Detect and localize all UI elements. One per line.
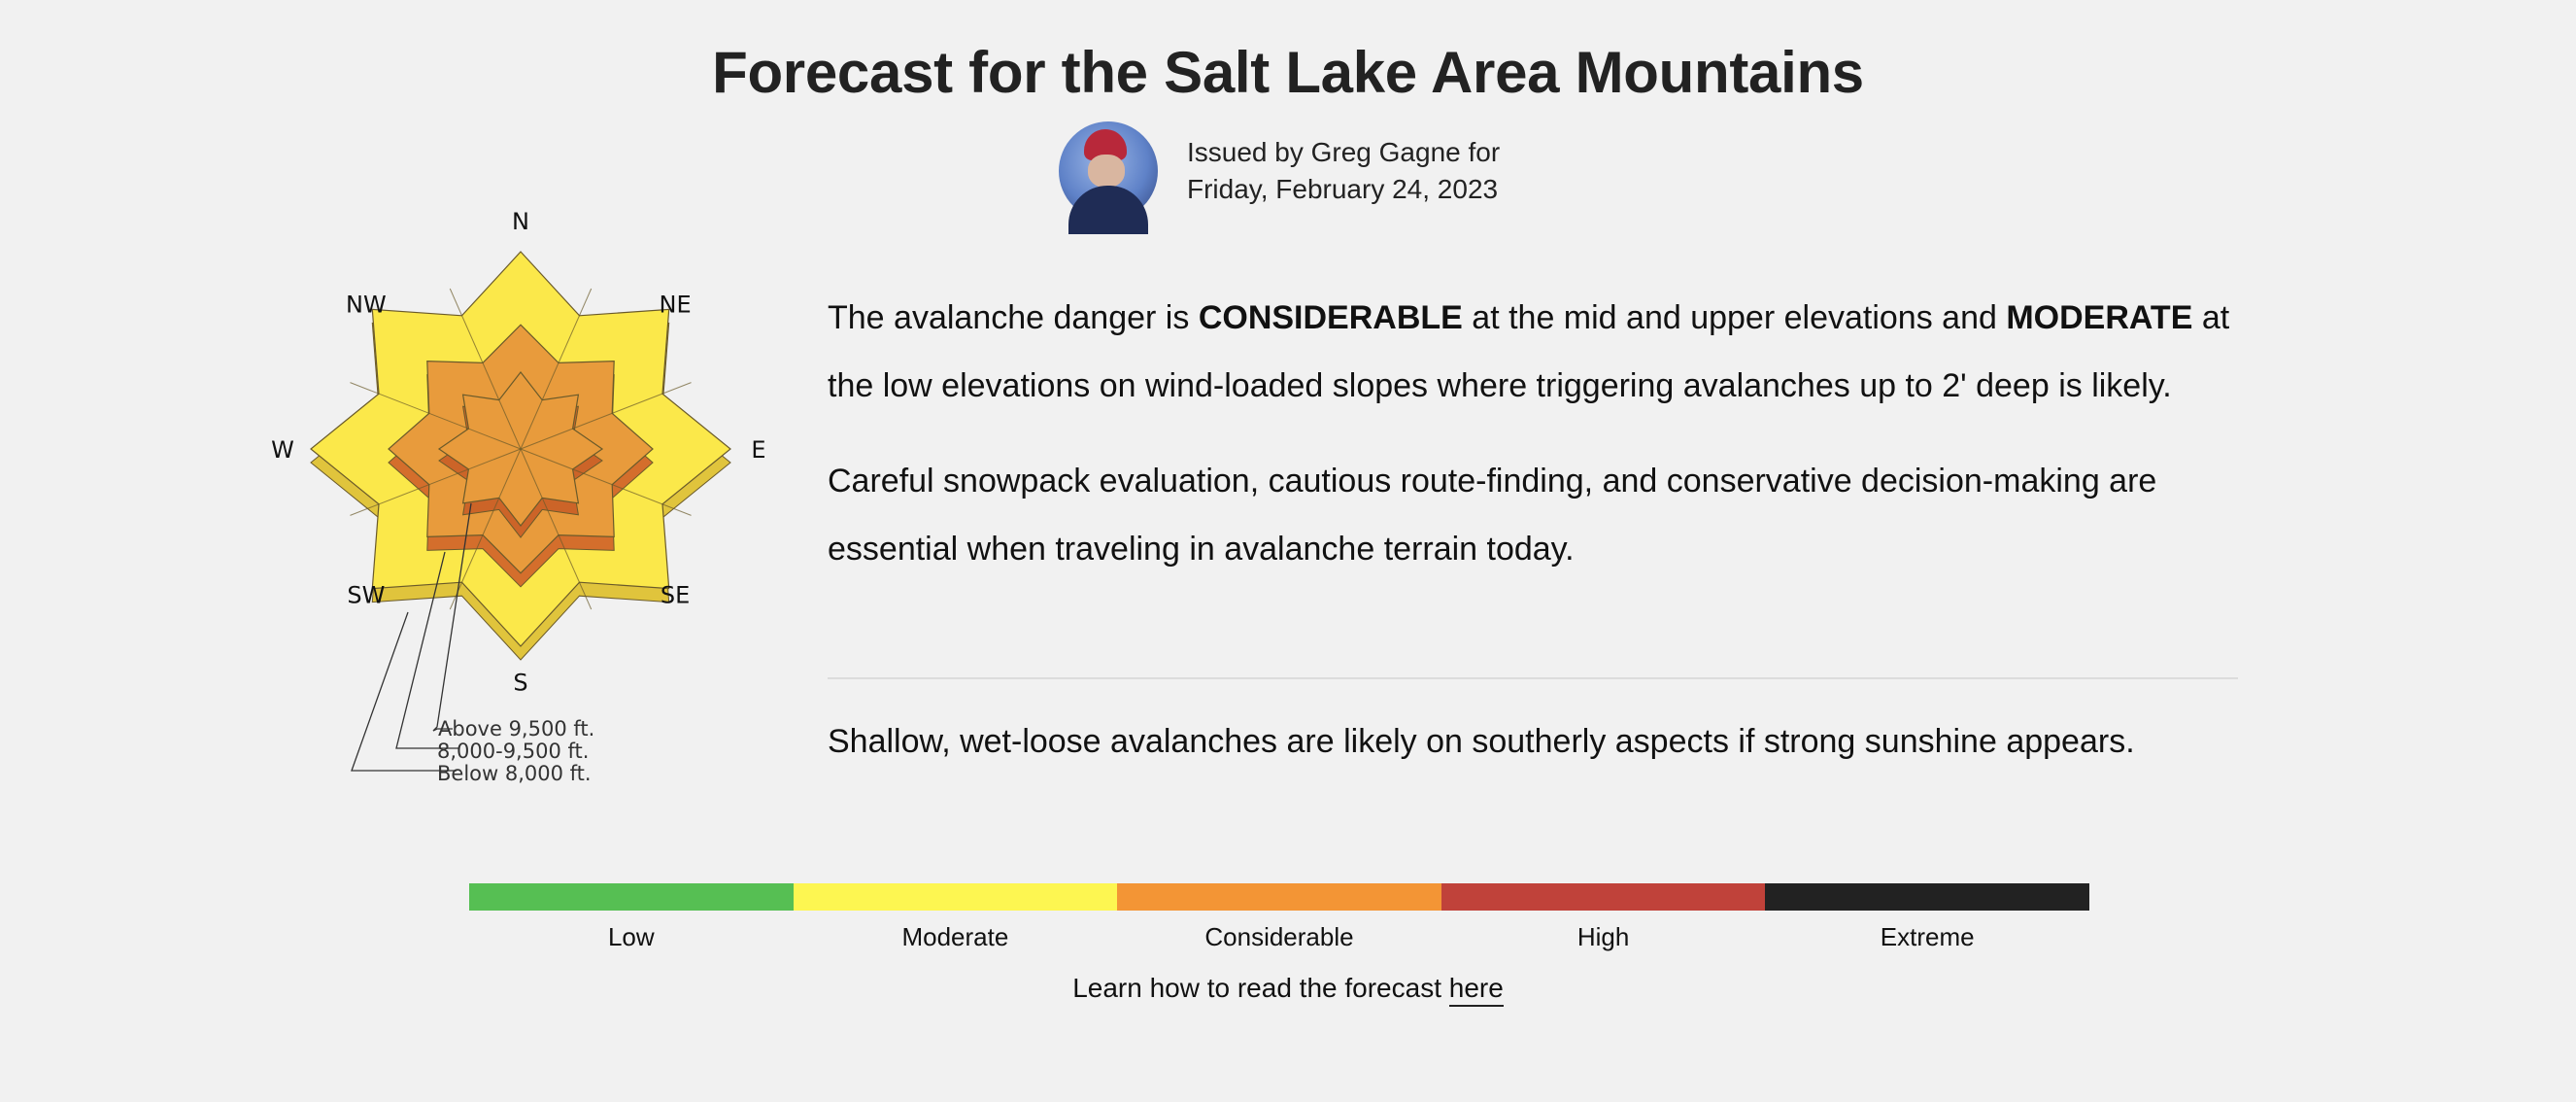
issued-by: Issued by Greg Gagne for <box>1187 137 1501 167</box>
danger-level-bar <box>1117 883 1441 911</box>
page-title: Forecast for the Salt Lake Area Mountains <box>712 40 1864 105</box>
legend-mid: 8,000-9,500 ft. <box>437 740 590 763</box>
danger-rose <box>271 208 777 807</box>
direction-label-ne: NE <box>659 291 692 319</box>
danger-level-label: Considerable <box>1204 922 1354 951</box>
direction-label-se: SE <box>660 581 691 609</box>
issued-info <box>1187 134 1500 208</box>
direction-label-w: W <box>271 436 294 464</box>
summary-paragraph-1: The avalanche danger is CONSIDERABLE at the mid and upper elevations and MODERATE at the low elevations on wind-loaded slopes where triggering avalanches up to 2' deep is likely. <box>828 299 2230 404</box>
danger-level-upper: CONSIDERABLE <box>1198 299 1463 336</box>
danger-scale <box>469 883 2089 952</box>
danger-level-bar <box>1765 883 2089 911</box>
direction-label-sw: SW <box>347 581 386 609</box>
danger-level-moderate <box>794 883 1118 952</box>
legend-above: Above 9,500 ft. <box>438 717 595 740</box>
danger-level-label: Low <box>607 922 655 951</box>
danger-level-bar <box>1441 883 1766 911</box>
danger-level-label: High <box>1576 922 1630 951</box>
direction-label-n: N <box>512 208 529 235</box>
learn-forecast-line: Learn how to read the forecast here <box>0 973 2576 1004</box>
bottom-line <box>828 284 2236 583</box>
avalanche-problem-note: Shallow, wet-loose avalanches are likely on southerly aspects if strong sunshine appears. <box>828 723 2135 760</box>
danger-level-label: Extreme <box>1880 922 1975 951</box>
danger-level-low <box>469 883 794 952</box>
danger-level-considerable <box>1117 883 1441 952</box>
danger-level-label: Moderate <box>901 922 1009 951</box>
legend-below: Below 8,000 ft. <box>437 762 592 785</box>
danger-level-high <box>1441 883 1766 952</box>
summary-paragraph-2: Careful snowpack evaluation, cautious route-finding, and conservative decision-making are essential when traveling in avalanche terrain today. <box>828 463 2157 568</box>
forecaster-byline <box>1059 121 1500 222</box>
issued-date: Friday, February 24, 2023 <box>1187 174 1499 204</box>
avatar <box>1059 121 1158 221</box>
divider <box>828 677 2238 679</box>
danger-level-bar <box>794 883 1118 911</box>
learn-here-link[interactable]: here <box>1449 973 1504 1007</box>
direction-label-s: S <box>513 669 528 697</box>
direction-label-nw: NW <box>346 291 387 319</box>
danger-level-bar <box>469 883 794 911</box>
danger-level-extreme <box>1765 883 2089 952</box>
direction-label-e: E <box>751 436 766 464</box>
danger-level-lower: MODERATE <box>2006 299 2193 336</box>
